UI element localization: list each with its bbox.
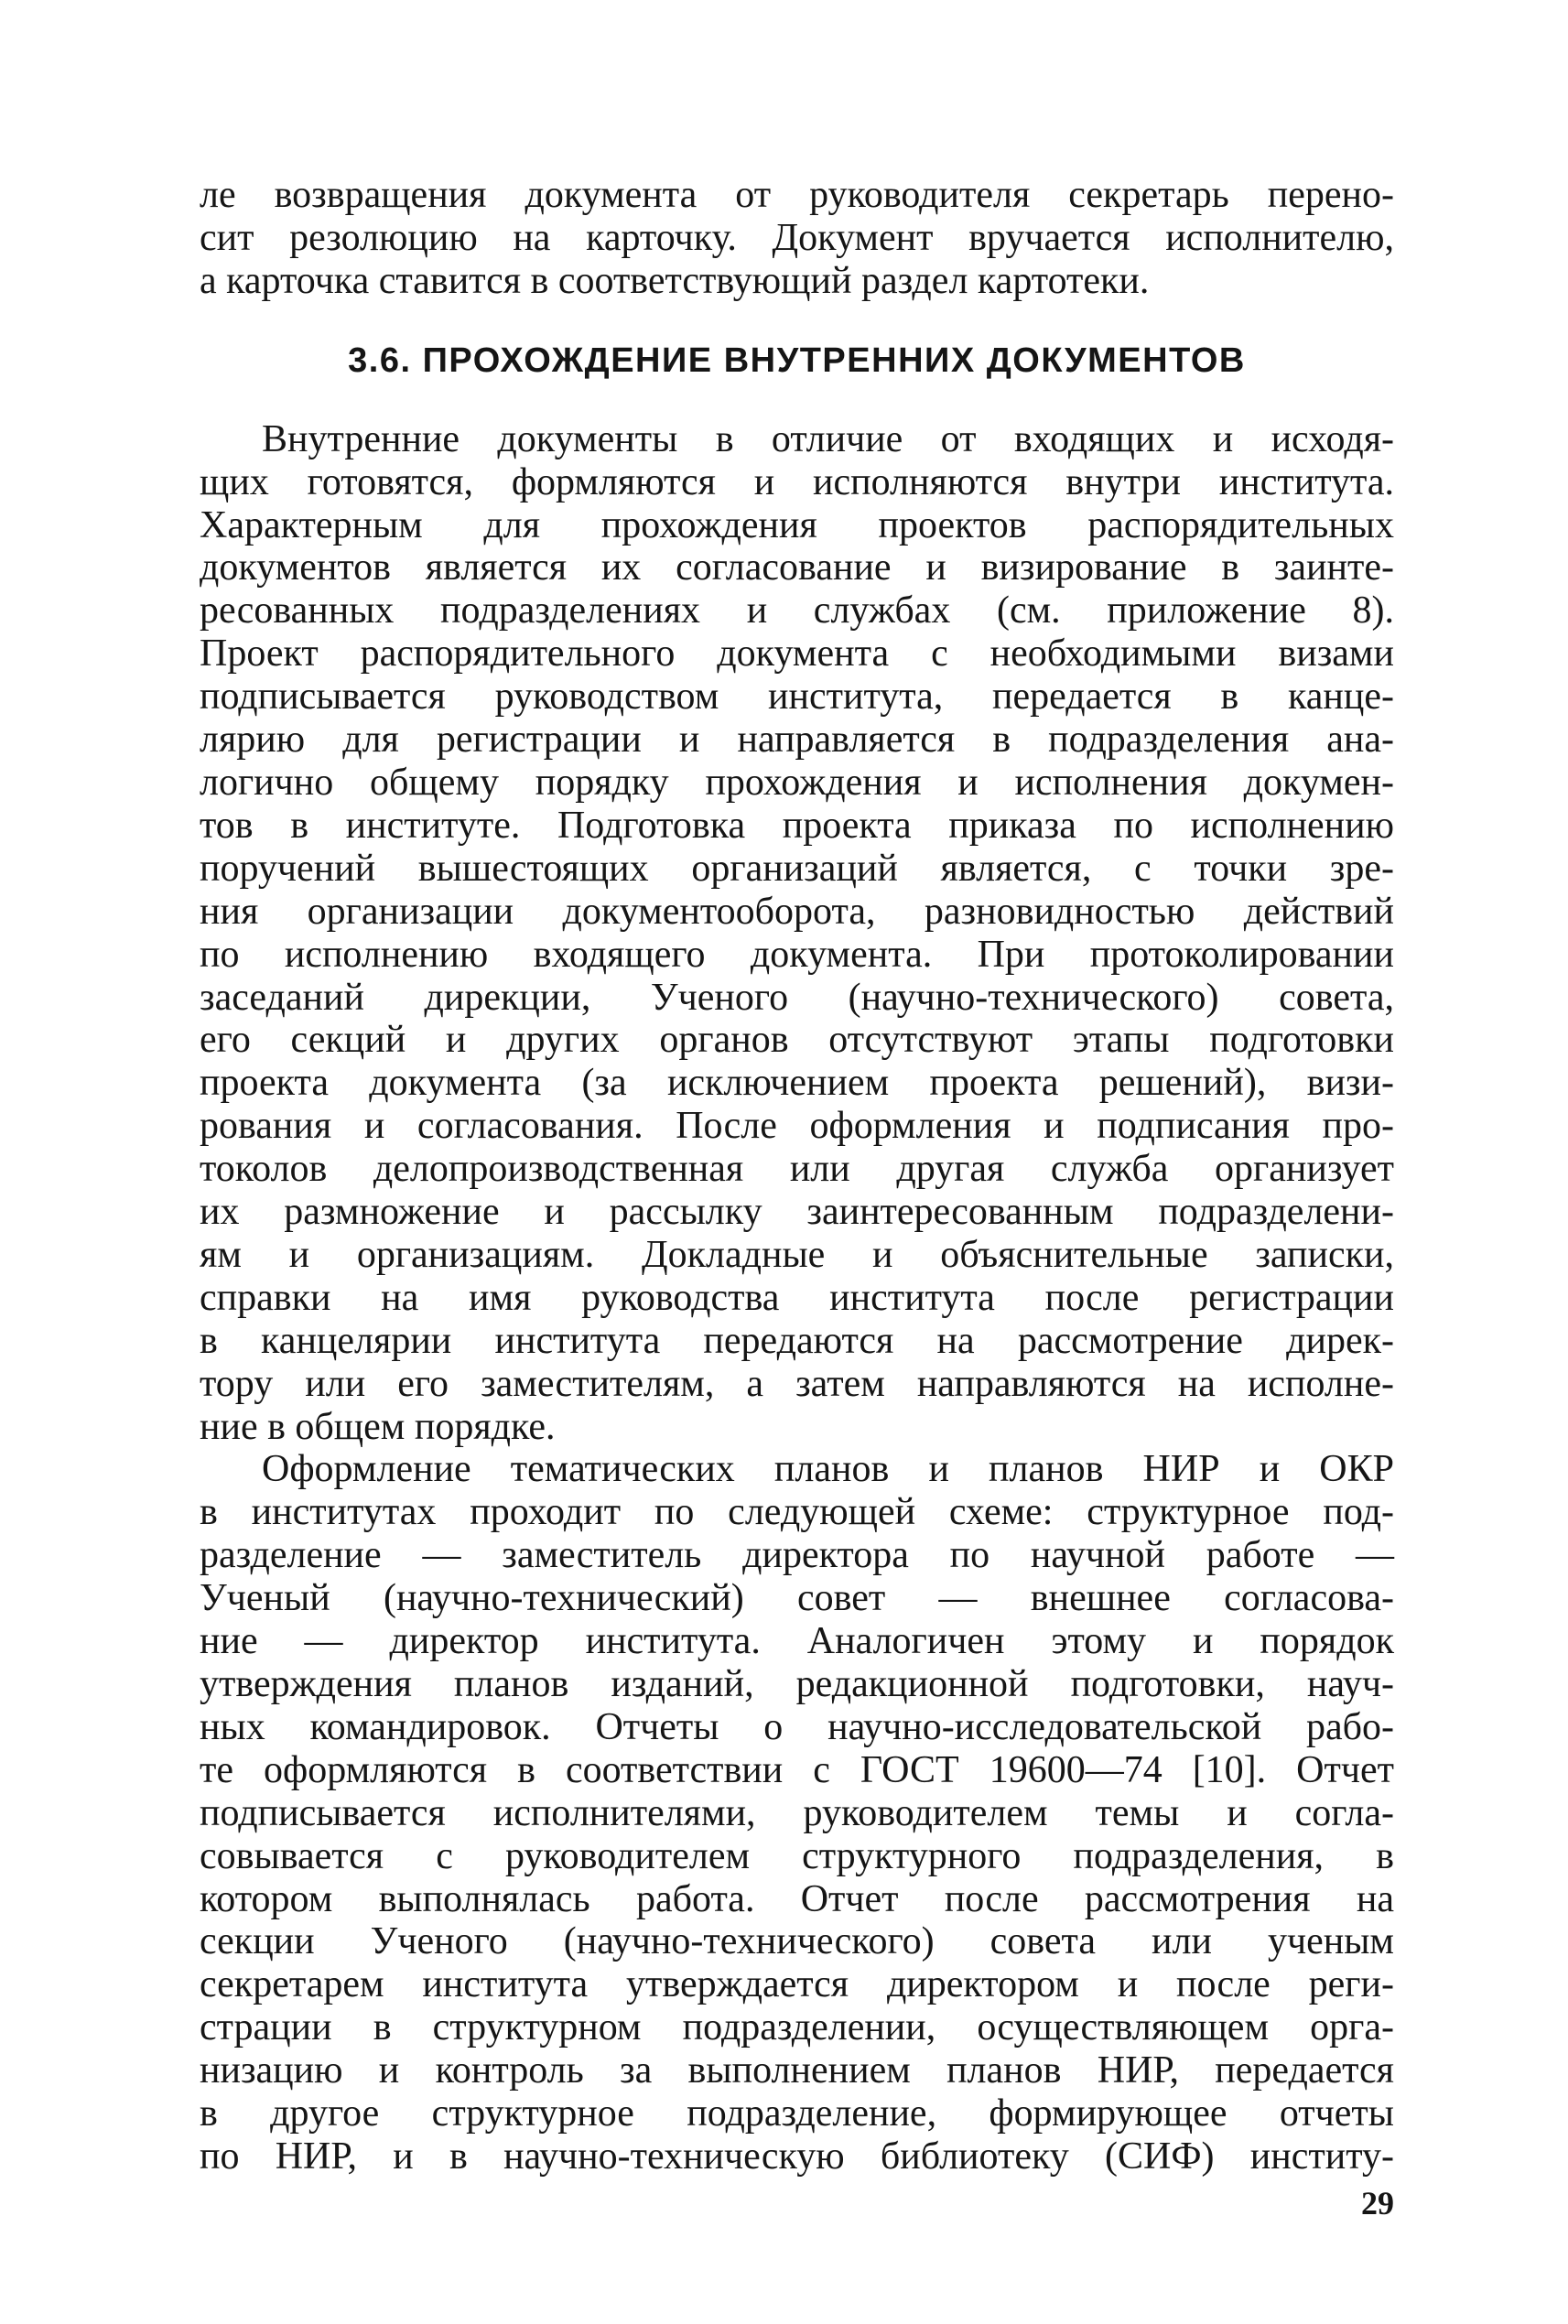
text-line: щих готовятся, формляются и исполняются внутри института. <box>200 460 1394 503</box>
text-line: совывается с руководителем структурного подразделения, в <box>200 1834 1394 1877</box>
text-line: низацию и контроль за выполнением планов НИР, передается <box>200 2049 1394 2092</box>
text-line: Характерным для прохождения проектов распорядительных <box>200 503 1394 546</box>
text-line: а карточка ставится в соответствующий раздел картотеки. <box>200 259 1150 302</box>
text-line: ле возвращения документа от руководителя секретарь перено- <box>200 174 1394 216</box>
text-line: документов является их согласование и визирование в заинте- <box>200 546 1394 589</box>
text-line: тов в институте. Подготовка проекта приказа по исполнению <box>200 804 1394 847</box>
text-line: Оформление тематических планов и планов НИР и ОКР <box>262 1448 1394 1491</box>
text-line: тору или его заместителям, а затем направляются на исполне- <box>200 1362 1394 1405</box>
text-line: котором выполнялась работа. Отчет после рассмотрения на <box>200 1877 1394 1920</box>
text-line: их размножение и рассылку заинтересованным подразделени- <box>200 1191 1394 1234</box>
text-line: токолов делопроизводственная или другая служба организует <box>200 1148 1394 1191</box>
text-line: ям и организациям. Докладные и объяснительные записки, <box>200 1233 1394 1276</box>
text-line: секции Ученого (научно-технического) совета или ученым <box>200 1920 1394 1963</box>
text-line: его секций и других органов отсутствуют этапы подготовки <box>200 1019 1394 1062</box>
text-line: логично общему порядку прохождения и исполнения докумен- <box>200 761 1394 804</box>
text-line: ных командировок. Отчеты о научно-исследовательской рабо- <box>200 1705 1394 1748</box>
section-number: 3.6. <box>348 340 412 380</box>
text-line: ние — директор института. Аналогичен этому и порядок <box>200 1620 1394 1663</box>
text-line: проекта документа (за исключением проекта решений), визи- <box>200 1062 1394 1105</box>
section-heading <box>348 340 1246 382</box>
text-line: те оформляются в соответствии с ГОСТ 19600—74 [10]. Отчет <box>200 1748 1394 1791</box>
text-line: страции в структурном подразделении, осуществляющем орга- <box>200 2006 1394 2049</box>
text-line: разделение — заместитель директора по научной работе — <box>200 1534 1394 1577</box>
paragraph-plans-and-reports <box>200 1448 1394 2178</box>
text-line: ния организации документооборота, разновидностью действий <box>200 890 1394 933</box>
text-line: лярию для регистрации и направляется в подразделения ана- <box>200 719 1394 762</box>
page-number: 29 <box>1361 2185 1394 2221</box>
text-line: рования и согласования. После оформления и подписания про- <box>200 1105 1394 1148</box>
text-line: сит резолюцию на карточку. Документ вручается исполнителю, <box>200 216 1394 259</box>
section-title: ПРОХОЖДЕНИЕ ВНУТРЕННИХ ДОКУМЕНТОВ <box>422 340 1246 380</box>
text-line: в другое структурное подразделение, формирующее отчеты <box>200 2092 1394 2135</box>
text-line: подписывается исполнителями, руководителем темы и согла- <box>200 1791 1394 1834</box>
text-line: подписывается руководством института, передается в канце- <box>200 676 1394 719</box>
text-line: ресованных подразделениях и службах (см. приложение 8). <box>200 589 1394 632</box>
text-line: ние в общем порядке. <box>200 1405 556 1448</box>
paragraph-internal-documents <box>200 418 1394 1449</box>
text-line: в канцелярии института передаются на рассмотрение дирек- <box>200 1319 1394 1362</box>
text-line: по НИР, и в научно-техническую библиотеку (СИФ) институ- <box>200 2135 1394 2178</box>
section-heading-block <box>200 303 1394 418</box>
text-line: в институтах проходит по следующей схеме: структурное под- <box>200 1491 1394 1534</box>
intro-paragraph <box>200 174 1394 303</box>
text-line: поручений вышестоящих организаций является, с точки зре- <box>200 847 1394 890</box>
text-line: Проект распорядительного документа с необходимыми визами <box>200 632 1394 676</box>
text-line: заседаний дирекции, Ученого (научно-технического) совета, <box>200 976 1394 1019</box>
text-line: секретарем института утверждается директором и после реги- <box>200 1963 1394 2006</box>
text-line: Ученый (научно-технический) совет — внешнее согласова- <box>200 1577 1394 1620</box>
book-page <box>200 174 1394 2261</box>
text-line: справки на имя руководства института после регистрации <box>200 1276 1394 1319</box>
text-line: Внутренние документы в отличие от входящих и исходя- <box>262 417 1394 460</box>
text-line: по исполнению входящего документа. При протоколировании <box>200 933 1394 976</box>
text-line: утверждения планов изданий, редакционной подготовки, науч- <box>200 1663 1394 1705</box>
